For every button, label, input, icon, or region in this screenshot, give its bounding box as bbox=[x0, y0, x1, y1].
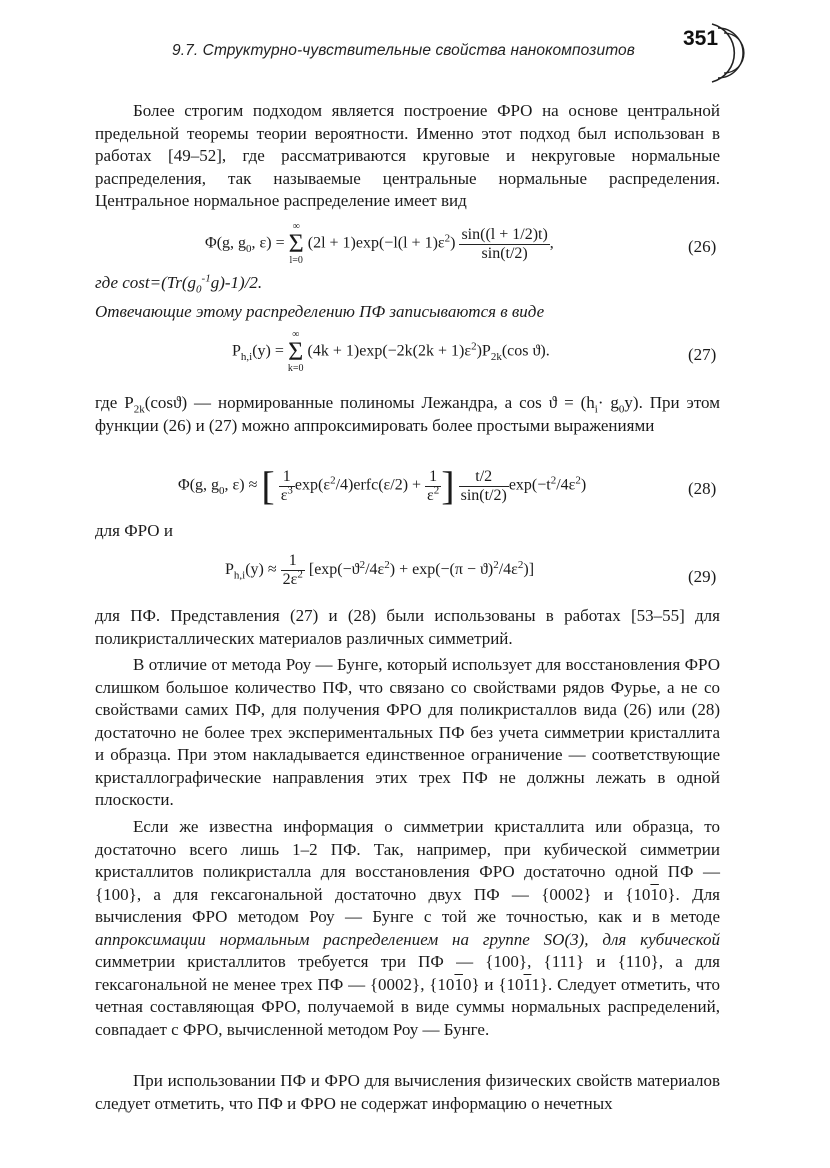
eq29-lhs: P bbox=[225, 561, 234, 579]
equation-29: $P_{h,i}(y)$ ≈ $\frac{1}{2\varepsilon^2}$ $[\exp(-ϑ^2/4\varepsilon^2) + \exp(-(\pi - ϑ)^2/4\varepsilon^2)]$ bbox=[225, 552, 535, 588]
eq27-sum-upper: ∞ bbox=[292, 329, 300, 340]
eq28-f2-num: 1 bbox=[425, 468, 441, 487]
eq29-f-num: 1 bbox=[281, 552, 305, 571]
eq26-sum-upper: ∞ bbox=[292, 221, 300, 232]
eq28-f2-den-text: ε bbox=[427, 486, 434, 504]
equation-28-number: (28) bbox=[688, 479, 717, 498]
eq28-frac1 bbox=[279, 468, 295, 505]
eq26-body2: ) bbox=[450, 234, 456, 252]
equation-27: $P_{h,i}(y)$ = ∞ Σ k=0 $(4k + 1)\exp(-2k(2k + 1)\varepsilon^2)P_{2k}(\cos$ ϑ). bbox=[232, 329, 550, 374]
eq27-lhs2: (y) = bbox=[252, 342, 288, 360]
eq28-f2-den: $\varepsilon^2$ bbox=[427, 484, 440, 504]
eq28-f1-den-text: ε bbox=[280, 486, 288, 504]
eq26-frac-den: sin(t/2) bbox=[481, 244, 528, 262]
eq28-lhs: Φ(g, g bbox=[178, 476, 220, 494]
paragraph-roe-bunge: В отличие от метода Роу — Бунге, который использует для восстановления ФРО слишком большое количество ПФ, что связано со свойствами рядов Фурье, а не со свойствами самих ПФ, для получения ФРО для поликристаллов вида (26) или (28) достаточно не более трех экспериментальных ПФ без учета симметрии кристаллита и образца. При этом накладывается единственное ограничение — соответствующие кристаллографические направления этих трех ПФ не должны лежать в одной плоскости. bbox=[95, 655, 720, 809]
paragraph-pf-intro: Отвечающие этому распределению ПФ записываются в виде bbox=[95, 302, 545, 321]
eq26-body: (2l + 1)exp(−l(l + 1)ε bbox=[307, 234, 445, 252]
eq27-body3: (cos ϑ). bbox=[501, 342, 550, 360]
equation-27-number: (27) bbox=[688, 345, 717, 364]
eq28-f3-den: sin(t/2) bbox=[460, 486, 507, 504]
eq26-tail: , bbox=[549, 234, 554, 252]
eq28-f3-num: t/2 bbox=[459, 468, 509, 487]
eq29-body: [exp(−ϑ bbox=[308, 561, 360, 579]
paragraph-where-cost: где $\cos t=(Tr(g_0^{-1}g)-1)/2$. bbox=[95, 272, 263, 296]
eq27-lhs: P bbox=[232, 342, 241, 360]
eq28-mid1: exp(ε bbox=[294, 476, 331, 494]
eq29-f-den-text: 2ε bbox=[282, 571, 298, 588]
symmetry-a: Если же известна информация о симметрии кристаллита или образца, то достаточно всего лишь 1–2 ПФ. Так, например, при кубической симметрии кристаллитов поликристалла для восстановления ФРО достаточно одной ПФ — {100}, а для гексагональной достаточно двух ПФ — {0002} и {10 bbox=[95, 817, 720, 904]
where-cost-a: где cost=(Tr(g bbox=[95, 273, 197, 292]
legendre-a: где P bbox=[95, 393, 134, 412]
eq26-lhs2: , ε) = bbox=[251, 234, 289, 252]
where-cost-b: g)-1)/2. bbox=[210, 273, 263, 292]
eq26-sum-lower: l=0 bbox=[289, 255, 303, 266]
eq27-sum: ∞ Σ k=0 bbox=[287, 329, 304, 374]
symmetry-d: симметрии кристаллитов требуется три ПФ — {100}, {111} и {110}, а для гексагональной не менее трех ПФ — {0002}, {10 bbox=[95, 952, 720, 994]
eq29-frac bbox=[281, 552, 305, 589]
eq29-body5: )] bbox=[523, 561, 535, 579]
eq29-body2: /4ε bbox=[365, 561, 385, 579]
paragraph-legendre: где $P_{2k}(\cos ϑ)$ — нормированные полиномы Лежандра, а $\cos ϑ = (h_i\cdot g_0y)$. При этом функции (26) и (27) можно аппроксимировать более простыми выражениями bbox=[95, 393, 720, 435]
eq28-lhs2: , ε) ≈ bbox=[224, 476, 262, 494]
eq27-body2: )P bbox=[476, 342, 491, 360]
eq28-tail2: /4ε bbox=[556, 476, 576, 494]
eq29-body4: /4ε bbox=[498, 561, 518, 579]
equation-29-number: (29) bbox=[688, 567, 717, 586]
eq29-body3: ) + exp(−(π − ϑ) bbox=[389, 561, 494, 579]
running-header: 9.7. Структурно-чувствительные свойства нанокомпозитов bbox=[172, 42, 635, 59]
equation-26: Φ(g, $g_0$, ε) = ∞ Σ l=0 $(2l + 1)\exp(-l(l + 1)\varepsilon^2)$ $\frac{\sin((l + 1/2)t)}{\sin(t/2)}$ , bbox=[205, 221, 554, 266]
page-number-arcs-icon bbox=[700, 18, 750, 88]
eq28-f1-den: $\varepsilon^3$ bbox=[280, 484, 293, 504]
eq28-frac2 bbox=[425, 468, 441, 505]
paragraph-for-odf: для ФРО и bbox=[95, 521, 173, 540]
eq28-frac3 bbox=[459, 468, 509, 505]
eq28-f1-num: 1 bbox=[279, 468, 295, 487]
equation-26-number: (26) bbox=[688, 237, 717, 256]
symmetry-c: аппроксимации нормальным распределением на группе SO(3), для кубической bbox=[95, 929, 720, 949]
legendre-d: y). При этом функции (26) и (27) можно аппроксимировать более простыми выражениями bbox=[95, 393, 720, 435]
eq26-lhs: Φ(g, g bbox=[205, 234, 247, 252]
equation-28: Φ(g, $g_0$, ε) ≈ [ $\frac{1}{\varepsilon^3}$ $\exp(\varepsilon^2/4)erfc(\varepsilon/2)$ + $\frac{1}{\varepsilon^2}$ ] $\frac{t/2}{\sin(t/2)}$ $\exp(-t^2/4\varepsilon^2)$ bbox=[178, 463, 587, 508]
eq26-sum: ∞ Σ l=0 bbox=[288, 221, 304, 266]
eq27-sum-lower: k=0 bbox=[287, 363, 304, 374]
page-number: 351 bbox=[683, 27, 719, 50]
eq28-tail3: ) bbox=[580, 476, 587, 494]
eq28-tail: exp(−t bbox=[508, 476, 551, 494]
eq29-lhs2: (y) ≈ bbox=[245, 561, 281, 579]
symmetry-b: 0}. Для вычисления ФРО методом Роу — Бунге с той же точностью, как и в методе bbox=[95, 884, 720, 926]
eq27-body: (4k + 1)exp(−2k(2k + 1)ε bbox=[307, 342, 472, 360]
symmetry-e: 0} и {10 bbox=[462, 974, 524, 994]
symmetry-f: 1}. Следует отметить, что четная составляющая ФРО, получаемой в виде суммы нормальных распределений, совпадает с ФРО, вычисленной методом Роу — Бунге. bbox=[95, 974, 720, 1039]
paragraph-intro: Более строгим подходом является построение ФРО на основе центральной предельной теоремы теории вероятности. Именно этот подход был использован в работах [49–52], где рассматриваются круговые и некруговые нормальные распределения, так называемые центральные нормальные распределения. Центральное нормальное распределение имеет вид bbox=[95, 101, 720, 210]
eq26-fraction bbox=[459, 226, 549, 263]
eq29-f-den: $2\varepsilon^2$ bbox=[282, 568, 303, 588]
eq28-mid2: /4)erfc(ε/2) + bbox=[335, 476, 426, 494]
paragraph-physical-properties: При использовании ПФ и ФРО для вычисления физических свойств материалов следует отметить, что ПФ и ФРО не содержат информацию о нечетных bbox=[95, 1071, 720, 1113]
eq26-frac-num: sin((l + 1/2)t) bbox=[461, 225, 548, 243]
legendre-b: (cosϑ) — нормированные полиномы Лежандра, а cos ϑ = (h bbox=[144, 393, 595, 412]
legendre-c: · g bbox=[597, 393, 619, 412]
paragraph-symmetry: Если же известна информация о симметрии кристаллита или образца, то достаточно всего лишь 1–2 ПФ. Так, например, при кубической симметрии кристаллитов поликристалла для восстановления ФРО достаточно одной ПФ — {100}, а для гексагональной достаточно двух ПФ — {0002} и {1010}. Для вычисления ФРО методом Роу — Бунге с той же точностью, как и в методе аппроксимации нормальным распределением на группе SO(3), для кубической симметрии кристаллитов требуется три ПФ — {100}, {111} и {110}, а для гексагональной не менее трех ПФ — {0002}, {1010} и {1011}. Следует отметить, что четная составляющая ФРО, получаемой в виде суммы нормальных распределений, совпадает с ФРО, вычисленной методом Роу — Бунге. bbox=[95, 817, 720, 1039]
paragraph-for-pf: для ПФ. Представления (27) и (28) были использованы в работах [53–55] для поликристаллических материалов различных симметрий. bbox=[95, 606, 720, 648]
